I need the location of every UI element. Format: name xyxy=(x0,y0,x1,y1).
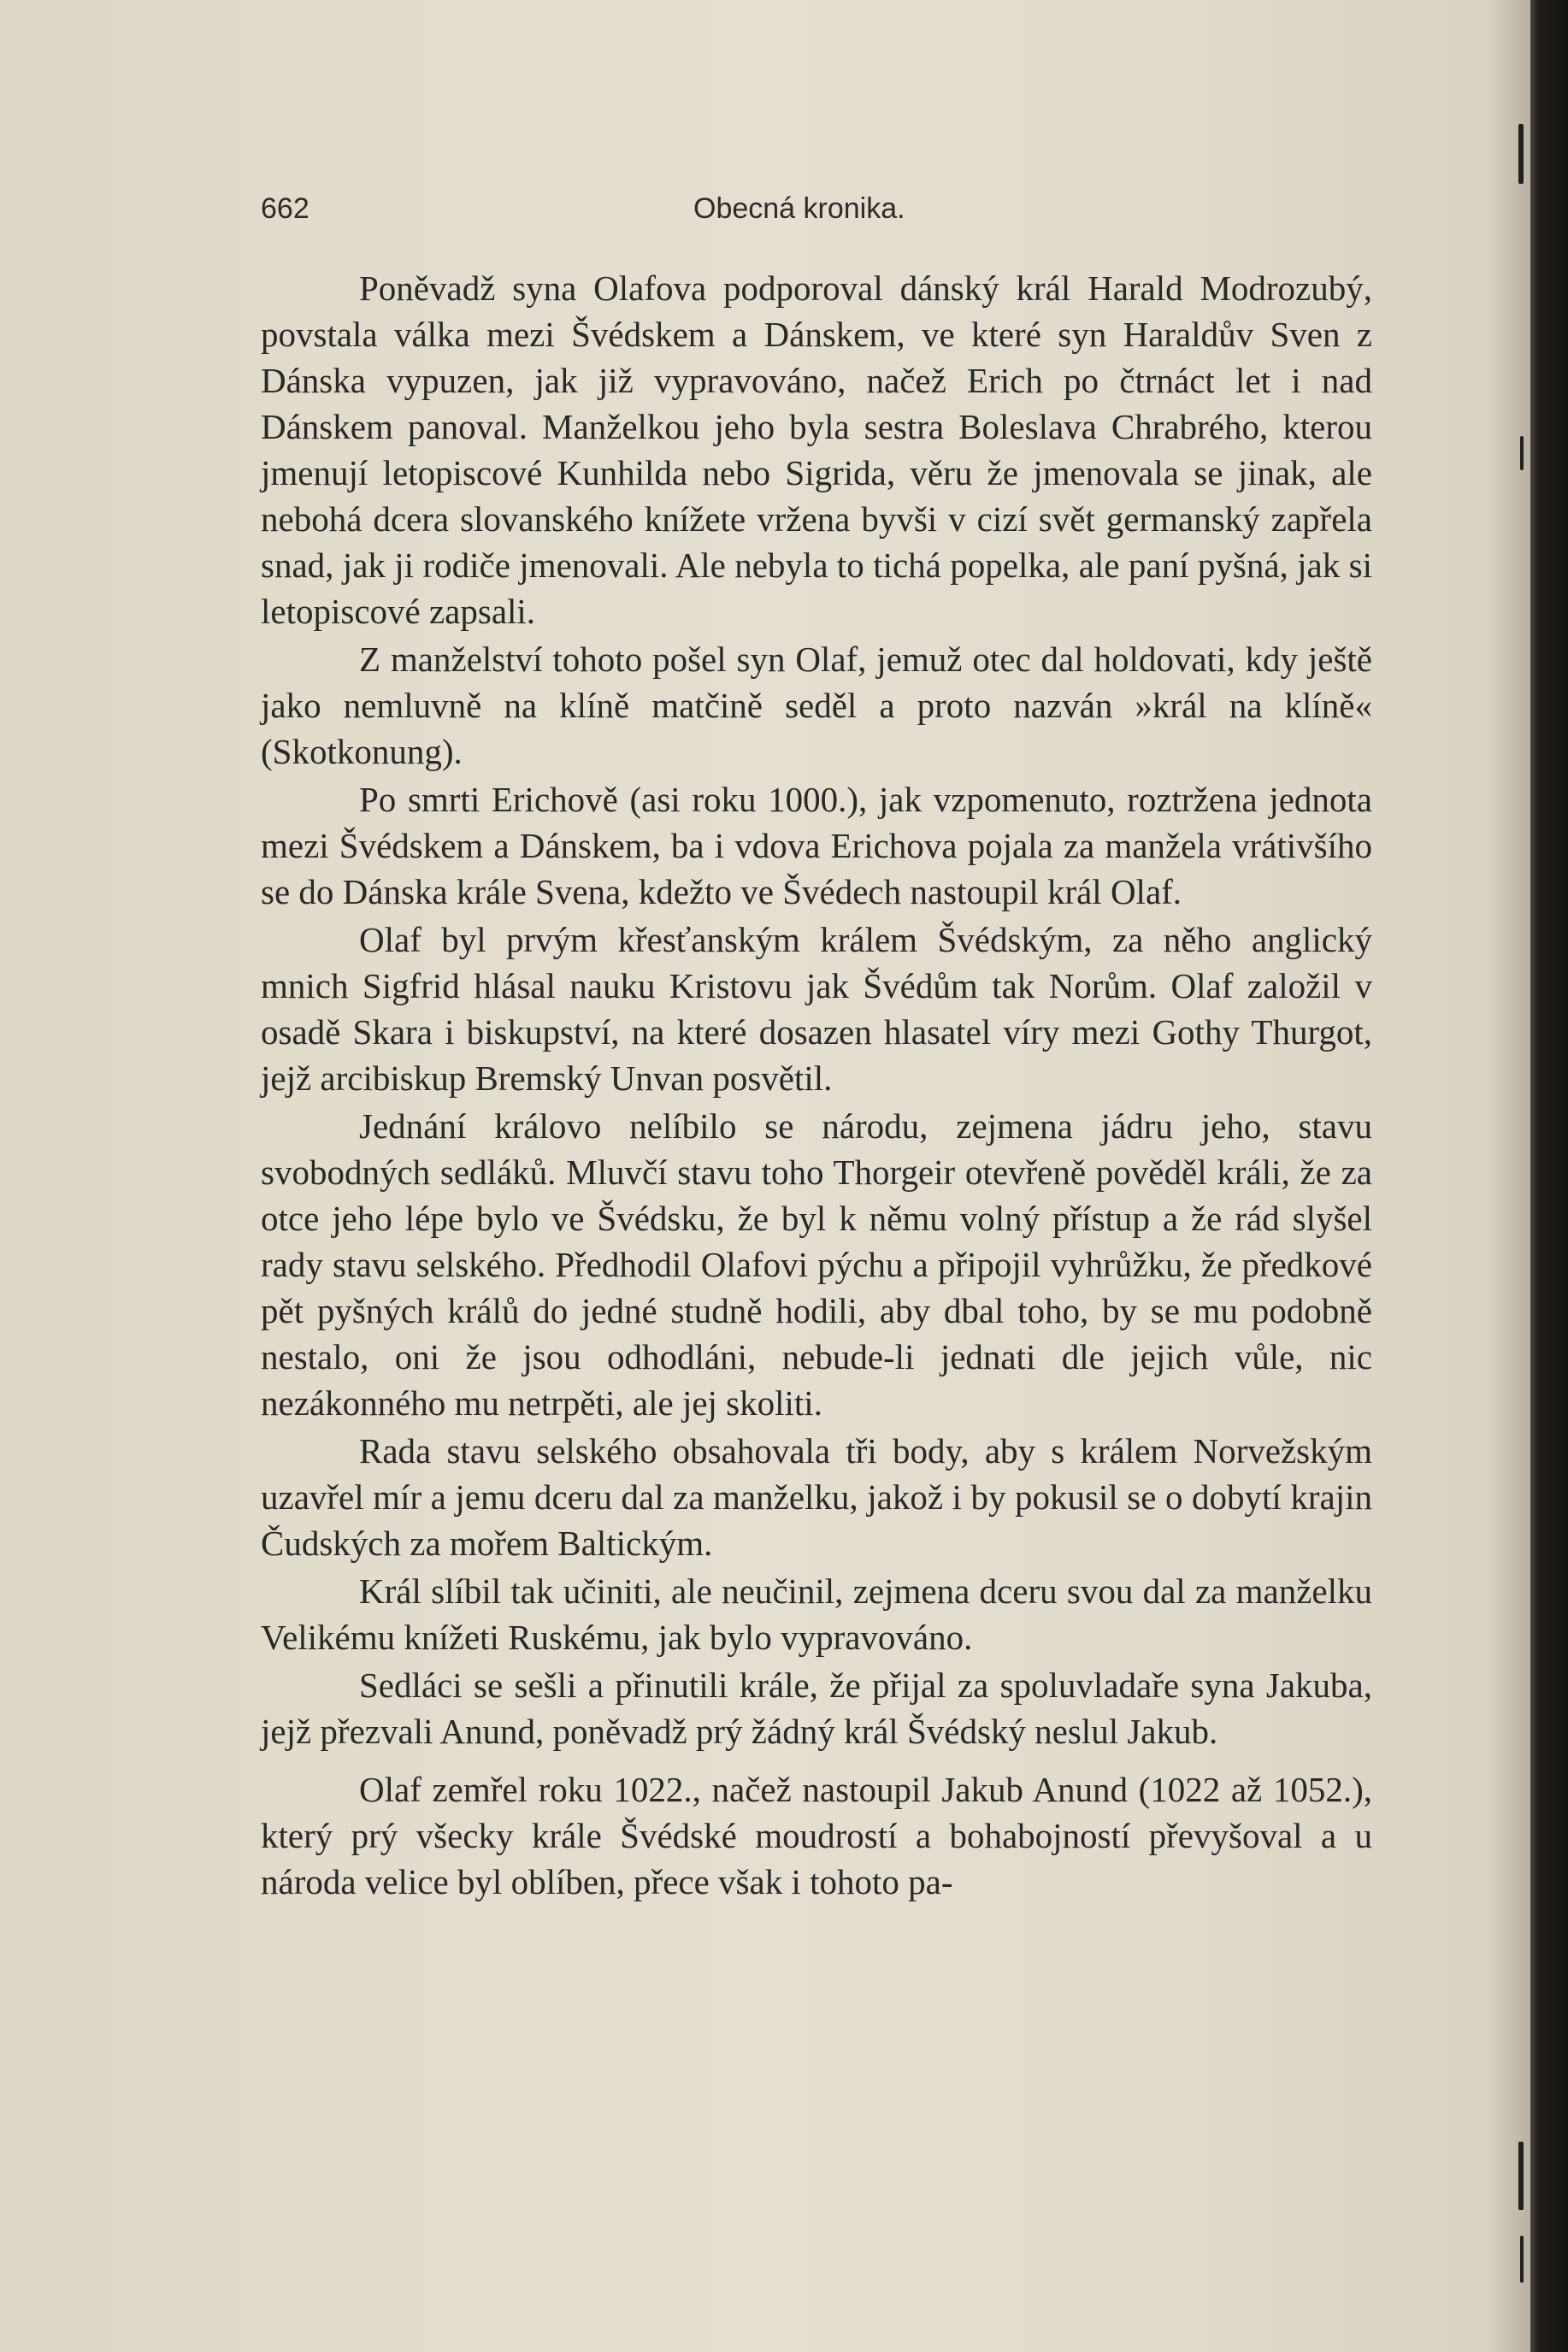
paragraph: Olaf zemřel roku 1022., načež nastoupil Jakub Anund (1022 až 1052.), který prý všecky krále Švédské moudrostí a bohabojností převyšoval a u národa velice byl oblíben, přece však i tohoto pa- xyxy=(261,1770,1372,1901)
paragraph: Po smrti Erichově (asi roku 1000.), jak vzpomenuto, roztržena jednota mezi Švédskem a Dánskem, ba i vdova Erichova pojala za manžela vrátivšího se do Dánska krále Svena, kdežto ve Švédech nastoupil král Olaf. xyxy=(261,780,1372,911)
paragraph: Rada stavu selského obsahovala tři body, aby s králem Norvežským uzavřel mír a jemu dceru dal za manželku, jakož i by pokusil se o dobytí krajin Čudských za mořem Baltickým. xyxy=(261,1431,1372,1563)
binding-mark xyxy=(1520,436,1524,470)
running-title: Obecná kronika. xyxy=(693,192,905,225)
binding-mark xyxy=(1518,2142,1524,2210)
page-number: 662 xyxy=(261,192,309,225)
page-header xyxy=(261,192,1375,227)
paragraph: Z manželství tohoto pošel syn Olaf, jemuž otec dal holdovati, kdy ještě jako nemluvně na klíně matčině seděl a proto nazván »král na klíně« (Skotkonung). xyxy=(261,640,1372,771)
paragraph: Král slíbil tak učiniti, ale neučinil, zejmena dceru svou dal za manželku Velikému knížeti Ruskému, jak bylo vypravováno. xyxy=(261,1571,1372,1657)
body-text xyxy=(261,265,1372,1905)
page-edge-shadow xyxy=(1530,0,1568,2352)
binding-mark xyxy=(1520,2236,1524,2283)
paragraph: Sedláci se sešli a přinutili krále, že přijal za spoluvladaře syna Jakuba, jejž přezvali Anund, poněvadž prý žádný král Švédský neslul Jakub. xyxy=(261,1665,1372,1751)
paragraph: Olaf byl prvým křesťanským králem Švédským, za něho anglický mnich Sigfrid hlásal nauku Kristovu jak Švédům tak Norům. Olaf založil v osadě Skara i biskupství, na které dosazen hlasatel víry mezi Gothy Thurgot, jejž arcibiskup Bremský Unvan posvětil. xyxy=(261,920,1372,1098)
paragraph: Poněvadž syna Olafova podporoval dánský král Harald Modrozubý, povstala válka mezi Švédskem a Dánskem, ve které syn Haraldův Sven z Dánska vypuzen, jak již vypravováno, načež Erich po čtrnáct let i nad Dánskem panoval. Manželkou jeho byla sestra Boleslava Chrabrého, kterou jmenují letopiscové Kunhilda nebo Sigrida, věru že jmenovala se jinak, ale nebohá dcera slovanského knížete vržena byvši v cizí svět germanský zapřela snad, jak ji rodiče jmenovali. Ale nebyla to tichá popelka, ale paní pyšná, jak si letopiscové zapsali. xyxy=(261,268,1372,631)
paragraph: Jednání královo nelíbilo se národu, zejmena jádru jeho, stavu svobodných sedláků. Mluvčí stavu toho Thorgeir otevřeně pověděl králi, že za otce jeho lépe bylo ve Švédsku, že byl k němu volný přístup a že rád slyšel rady stavu selského. Předhodil Olafovi pýchu a připojil vyhrůžku, že předkové pět pyšných králů do jedné studně hodili, aby dbal toho, by se mu podobně nestalo, oni že jsou odhodláni, nebude-li jednati dle jejich vůle, nic nezákonného mu netrpěti, ale jej skoliti. xyxy=(261,1106,1372,1423)
binding-mark xyxy=(1518,124,1524,184)
